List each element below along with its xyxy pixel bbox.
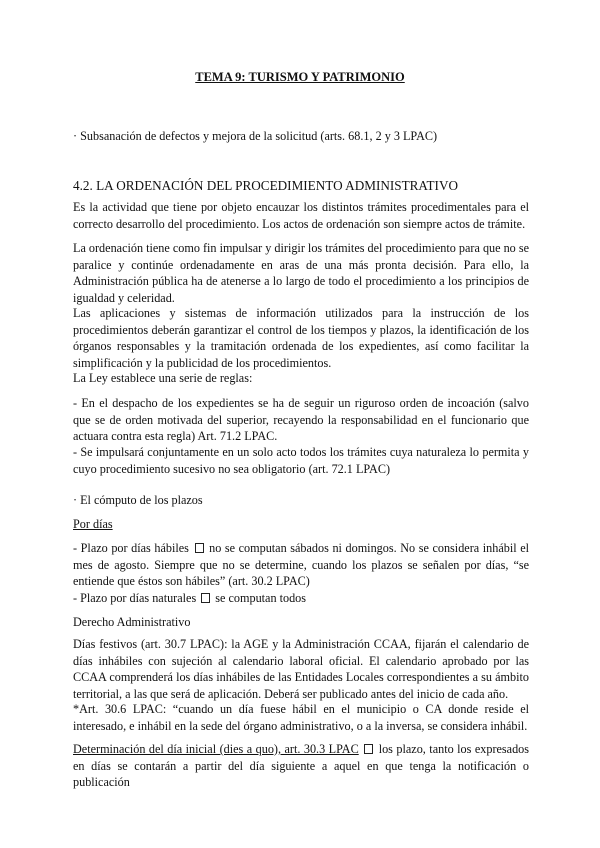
paragraph: [73, 590, 529, 607]
paragraph: La Ley establece una serie de reglas:: [73, 371, 253, 385]
paragraph: [73, 540, 529, 590]
section-heading: 4.2. LA ORDENACIÓN DEL PROCEDIMIENTO ADMINISTRATIVO: [73, 178, 458, 193]
paragraph: Días festivos (art. 30.7 LPAC): la AGE y la Administración CCAA, fijarán el calendario de días inhábiles con sujeción al calendario laboral oficial. El calendario aprobado por las CCAA comprenderá los días inhábiles de las Entidades Locales correspondientes a su ámbito territorial, a las que será de aplicación. Deberá ser publicado antes del inicio de cada año.: [73, 637, 529, 701]
paragraph-rest: se computan todos: [215, 591, 307, 605]
paragraph-rest: no se computan sábados ni domingos. No se considera inhábil el mes de agosto. Siempre que no se determine, cuando los plazos se señalen por días, “se entiende que éstos son hábiles” (art. 30.2 LPAC): [73, 541, 529, 588]
paragraph-lead: - Plazo por días hábiles: [73, 541, 189, 555]
subheading-derecho-administrativo: Derecho Administrativo: [73, 615, 191, 629]
square-symbol-icon: [201, 593, 210, 603]
square-symbol-icon: [195, 543, 204, 553]
square-symbol-icon: [364, 744, 373, 754]
paragraph: - En el despacho de los expedientes se ha de seguir un riguroso orden de incoación (salvo que se de orden motivada del superior, recayendo la responsabilidad en el funcionario que actuara contra esta regla) Art. 71.2 LPAC.: [73, 396, 529, 443]
paragraph: [73, 741, 529, 791]
list-item: · El cómputo de los plazos: [73, 493, 203, 507]
subheading-por-dias: Por días: [73, 517, 113, 531]
paragraph-lead: - Plazo por días naturales: [73, 591, 197, 605]
paragraph: Las aplicaciones y sistemas de información utilizados para la instrucción de los procedimientos deberán garantizar el control de los tiempos y plazos, la identificación de los órganos responsables y la tramitación ordenada de los expedientes, así como facilitar la simplificación y la publicidad de los procedimientos.: [73, 306, 529, 370]
paragraph: Es la actividad que tiene por objeto encauzar los distintos trámites procedimentales para el correcto desarrollo del procedimiento. Los actos de ordenación son siempre actos de trámite.: [73, 200, 529, 231]
paragraph: - Se impulsará conjuntamente en un solo acto todos los trámites cuya naturaleza lo permita y cuyo procedimiento sucesivo no sea obligatorio (art. 72.1 LPAC): [73, 445, 529, 476]
paragraph: *Art. 30.6 LPAC: “cuando un día fuese hábil en el municipio o CA donde reside el interesado, e inhábil en la sede del órgano administrativo, o a la inversa, se considera inhábil.: [73, 702, 529, 733]
paragraph: La ordenación tiene como fin impulsar y dirigir los trámites del procedimiento para que no se paralice y continúe ordenadamente en aras de una más pronta decisión. Para ello, la Administración pública ha de atenerse a lo largo de todo el procedimiento a los principios de igualdad y celeridad.: [73, 241, 529, 305]
document-title: TEMA 9: TURISMO Y PATRIMONIO: [195, 70, 405, 84]
list-item: · Subsanación de defectos y mejora de la solicitud (arts. 68.1, 2 y 3 LPAC): [73, 129, 438, 143]
paragraph-rest: los plazo, tanto los expresados en días se contarán a partir del día siguiente a aquel en que tenga la notificación o publicación: [73, 742, 530, 789]
paragraph-lead: Determinación del día inicial (dies a quo), art. 30.3 LPAC: [73, 742, 359, 756]
